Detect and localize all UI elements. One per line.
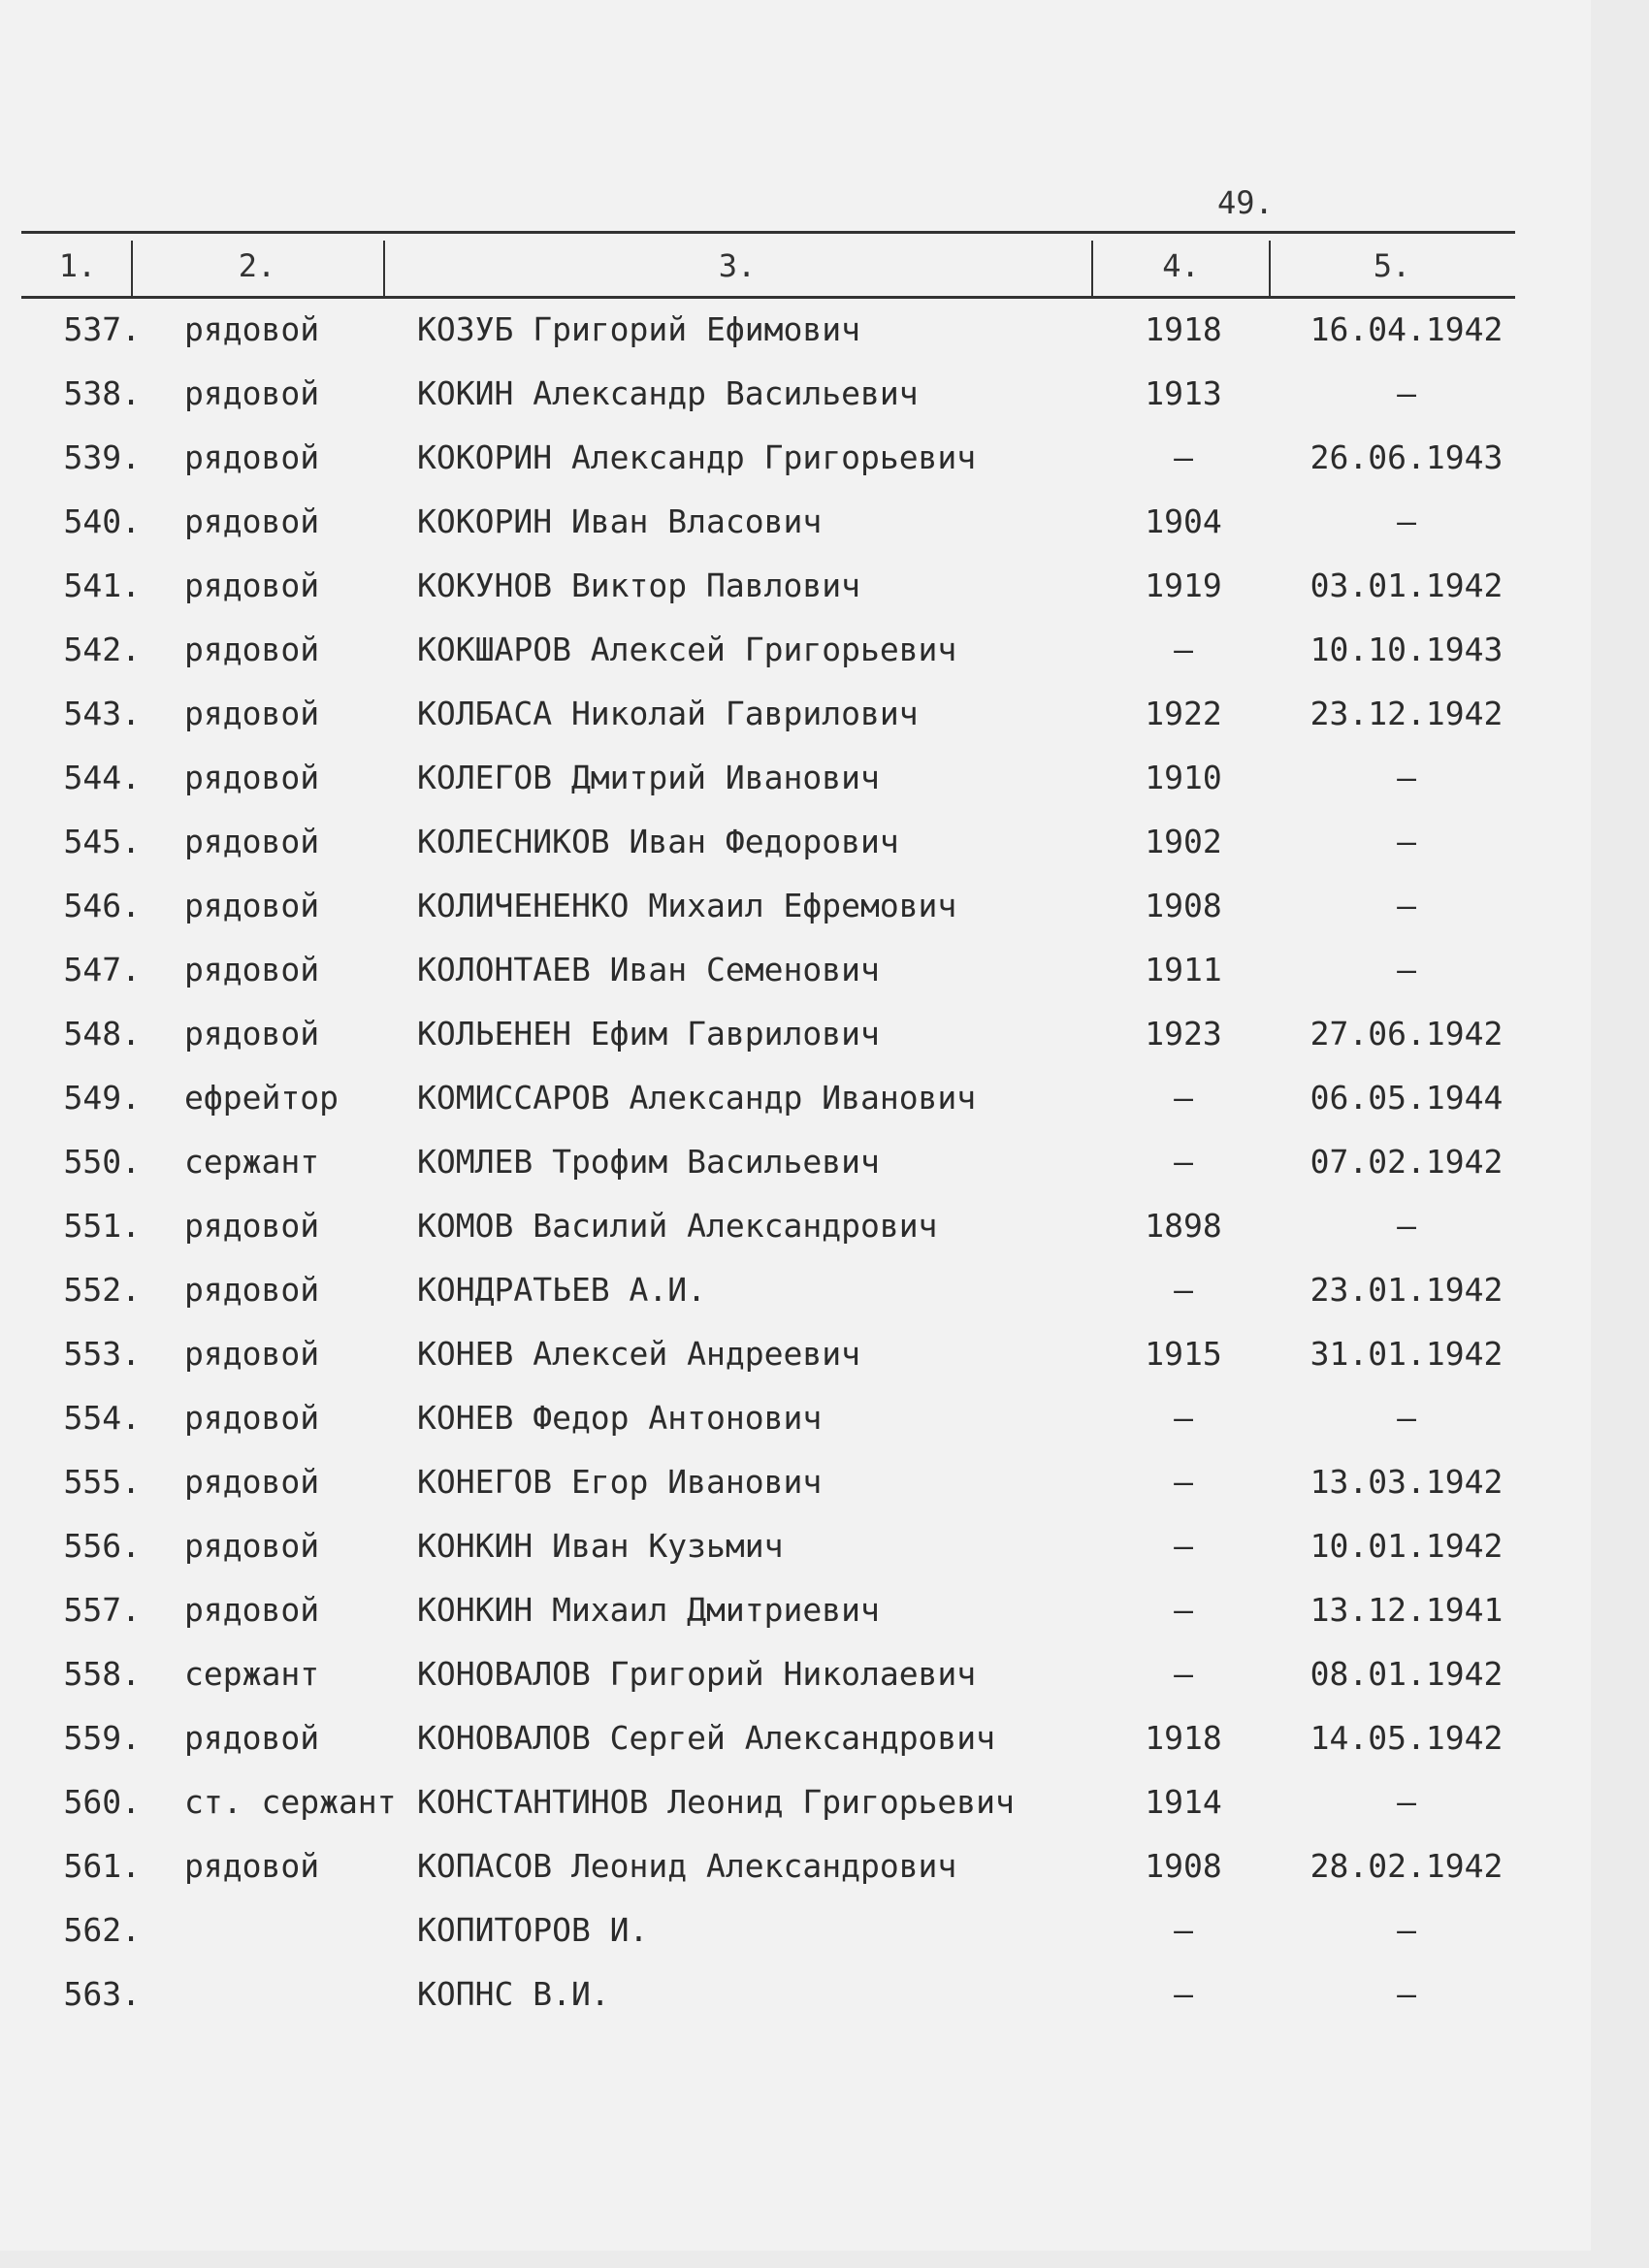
full-name: КОЛЕСНИКОВ Иван Федорович	[417, 823, 899, 860]
rank: рядовой	[184, 1015, 320, 1053]
death-date: –	[1397, 502, 1416, 540]
full-name: КОКОРИН Александр Григорьевич	[417, 438, 977, 476]
death-date: –	[1397, 1783, 1416, 1821]
row-number: 559.	[63, 1719, 141, 1757]
death-date: –	[1397, 374, 1416, 412]
page-number: 49.	[1217, 184, 1274, 221]
birth-year: –	[1174, 631, 1193, 668]
full-name: КОНЕВ Алексей Андреевич	[417, 1335, 860, 1373]
death-date: 08.01.1942	[1310, 1655, 1504, 1693]
death-date: 07.02.1942	[1310, 1143, 1504, 1181]
row-number: 548.	[63, 1015, 141, 1053]
row-number: 547.	[63, 951, 141, 988]
row-number: 560.	[63, 1783, 141, 1821]
row-number: 545.	[63, 823, 141, 860]
row-number: 542.	[63, 631, 141, 668]
rank: рядовой	[184, 631, 320, 668]
birth-year: –	[1174, 1271, 1193, 1309]
full-name: КОЛЬЕНЕН Ефим Гаврилович	[417, 1015, 880, 1053]
birth-year: 1908	[1145, 887, 1222, 924]
rank: сержант	[184, 1143, 320, 1181]
birth-year: 1914	[1145, 1783, 1222, 1821]
row-number: 544.	[63, 759, 141, 796]
death-date: –	[1397, 759, 1416, 796]
column-header-5: 5.	[1373, 247, 1411, 284]
birth-year: 1918	[1145, 1719, 1222, 1757]
table-row	[0, 695, 1591, 759]
table-row	[0, 1655, 1591, 1719]
table-row	[0, 951, 1591, 1015]
full-name: КОНЕВ Федор Антонович	[417, 1399, 823, 1437]
row-number: 550.	[63, 1143, 141, 1181]
table-row	[0, 1975, 1591, 2039]
table-row	[0, 1335, 1591, 1399]
row-number: 562.	[63, 1911, 141, 1949]
row-number: 549.	[63, 1079, 141, 1117]
full-name: КОЛОНТАЕВ Иван Семенович	[417, 951, 880, 988]
table-body	[0, 310, 1591, 2039]
table-row	[0, 823, 1591, 887]
rank: рядовой	[184, 567, 320, 604]
full-name: КОМИССАРОВ Александр Иванович	[417, 1079, 977, 1117]
birth-year: 1908	[1145, 1847, 1222, 1885]
rank: рядовой	[184, 951, 320, 988]
column-header-2: 2.	[238, 247, 276, 284]
death-date: 23.01.1942	[1310, 1271, 1504, 1309]
table-row	[0, 502, 1591, 567]
death-date: 10.10.1943	[1310, 631, 1504, 668]
death-date: 23.12.1942	[1310, 695, 1504, 732]
row-number: 553.	[63, 1335, 141, 1373]
full-name: КОЛИЧЕНЕНКО Михаил Ефремович	[417, 887, 957, 924]
rank: рядовой	[184, 1207, 320, 1245]
birth-year: –	[1174, 1463, 1193, 1501]
full-name: КОНЕГОВ Егор Иванович	[417, 1463, 823, 1501]
table-row	[0, 1207, 1591, 1271]
death-date: 03.01.1942	[1310, 567, 1504, 604]
death-date: –	[1397, 1911, 1416, 1949]
rank: рядовой	[184, 438, 320, 476]
row-number: 540.	[63, 502, 141, 540]
row-number: 555.	[63, 1463, 141, 1501]
full-name: КОНКИН Михаил Дмитриевич	[417, 1591, 880, 1629]
full-name: КОМОВ Василий Александрович	[417, 1207, 938, 1245]
table-row	[0, 567, 1591, 631]
birth-year: 1910	[1145, 759, 1222, 796]
death-date: –	[1397, 1975, 1416, 2013]
table-row	[0, 1079, 1591, 1143]
row-number: 558.	[63, 1655, 141, 1693]
row-number: 561.	[63, 1847, 141, 1885]
full-name: КОПАСОВ Леонид Александрович	[417, 1847, 957, 1885]
full-name: КОНДРАТЬЕВ А.И.	[417, 1271, 707, 1309]
full-name: КОЛЕГОВ Дмитрий Иванович	[417, 759, 880, 796]
table-row	[0, 1783, 1591, 1847]
death-date: –	[1397, 951, 1416, 988]
death-date: 31.01.1942	[1310, 1335, 1504, 1373]
birth-year: 1922	[1145, 695, 1222, 732]
rank: рядовой	[184, 1399, 320, 1437]
birth-year: –	[1174, 1527, 1193, 1565]
birth-year: –	[1174, 1399, 1193, 1437]
rank: рядовой	[184, 502, 320, 540]
table-row	[0, 1527, 1591, 1591]
birth-year: 1902	[1145, 823, 1222, 860]
death-date: –	[1397, 1207, 1416, 1245]
death-date: –	[1397, 1399, 1416, 1437]
birth-year: –	[1174, 438, 1193, 476]
death-date: 27.06.1942	[1310, 1015, 1504, 1053]
death-date: 26.06.1943	[1310, 438, 1504, 476]
row-number: 539.	[63, 438, 141, 476]
column-divider	[131, 241, 133, 297]
rank: рядовой	[184, 374, 320, 412]
birth-year: 1913	[1145, 374, 1222, 412]
full-name: КОНОВАЛОВ Сергей Александрович	[417, 1719, 996, 1757]
row-number: 552.	[63, 1271, 141, 1309]
birth-year: 1898	[1145, 1207, 1222, 1245]
row-number: 538.	[63, 374, 141, 412]
table-top-rule	[21, 231, 1515, 234]
death-date: 10.01.1942	[1310, 1527, 1504, 1565]
rank: ефрейтор	[184, 1079, 339, 1117]
rank: рядовой	[184, 1463, 320, 1501]
table-row	[0, 1911, 1591, 1975]
table-row	[0, 1015, 1591, 1079]
row-number: 554.	[63, 1399, 141, 1437]
birth-year: 1918	[1145, 310, 1222, 348]
rank: сержант	[184, 1655, 320, 1693]
column-divider	[1269, 241, 1271, 297]
death-date: –	[1397, 887, 1416, 924]
row-number: 537.	[63, 310, 141, 348]
table-row	[0, 1847, 1591, 1911]
full-name: КОКУНОВ Виктор Павлович	[417, 567, 860, 604]
full-name: КОНОВАЛОВ Григорий Николаевич	[417, 1655, 977, 1693]
column-divider	[383, 241, 385, 297]
full-name: КОКИН Александр Васильевич	[417, 374, 919, 412]
rank: рядовой	[184, 310, 320, 348]
rank: рядовой	[184, 1719, 320, 1757]
full-name: КОКОРИН Иван Власович	[417, 502, 823, 540]
table-row	[0, 310, 1591, 374]
table-header-rule	[21, 296, 1515, 299]
rank: рядовой	[184, 1591, 320, 1629]
table-row	[0, 1143, 1591, 1207]
rank: ст. сержант	[184, 1783, 397, 1821]
table-row	[0, 1591, 1591, 1655]
table-row	[0, 1271, 1591, 1335]
rank: рядовой	[184, 695, 320, 732]
rank: рядовой	[184, 1271, 320, 1309]
rank: рядовой	[184, 1335, 320, 1373]
rank: рядовой	[184, 1527, 320, 1565]
death-date: –	[1397, 823, 1416, 860]
birth-year: 1915	[1145, 1335, 1222, 1373]
row-number: 557.	[63, 1591, 141, 1629]
death-date: 13.12.1941	[1310, 1591, 1504, 1629]
row-number: 543.	[63, 695, 141, 732]
full-name: КОНСТАНТИНОВ Леонид Григорьевич	[417, 1783, 1015, 1821]
rank: рядовой	[184, 887, 320, 924]
birth-year: –	[1174, 1079, 1193, 1117]
full-name: КОКШАРОВ Алексей Григорьевич	[417, 631, 957, 668]
row-number: 563.	[63, 1975, 141, 2013]
full-name: КОПНС В.И.	[417, 1975, 610, 2013]
row-number: 556.	[63, 1527, 141, 1565]
death-date: 14.05.1942	[1310, 1719, 1504, 1757]
birth-year: 1904	[1145, 502, 1222, 540]
full-name: КОПИТОРОВ И.	[417, 1911, 649, 1949]
table-row	[0, 438, 1591, 502]
column-header-3: 3.	[718, 247, 757, 284]
row-number: 546.	[63, 887, 141, 924]
table-row	[0, 374, 1591, 438]
column-divider	[1091, 241, 1093, 297]
table-row	[0, 1463, 1591, 1527]
table-row	[0, 1399, 1591, 1463]
table-row	[0, 759, 1591, 823]
table-row	[0, 887, 1591, 951]
full-name: КОЛБАСА Николай Гаврилович	[417, 695, 919, 732]
rank: рядовой	[184, 1847, 320, 1885]
rank: рядовой	[184, 759, 320, 796]
birth-year: –	[1174, 1143, 1193, 1181]
full-name: КОМЛЕВ Трофим Васильевич	[417, 1143, 880, 1181]
death-date: 06.05.1944	[1310, 1079, 1504, 1117]
birth-year: –	[1174, 1655, 1193, 1693]
death-date: 16.04.1942	[1310, 310, 1504, 348]
full-name: КОЗУБ Григорий Ефимович	[417, 310, 860, 348]
birth-year: 1919	[1145, 567, 1222, 604]
table-row	[0, 631, 1591, 695]
column-header-1: 1.	[58, 247, 97, 284]
birth-year: –	[1174, 1591, 1193, 1629]
full-name: КОНКИН Иван Кузьмич	[417, 1527, 784, 1565]
birth-year: 1911	[1145, 951, 1222, 988]
birth-year: 1923	[1145, 1015, 1222, 1053]
row-number: 551.	[63, 1207, 141, 1245]
birth-year: –	[1174, 1975, 1193, 2013]
column-header-4: 4.	[1162, 247, 1200, 284]
table-row	[0, 1719, 1591, 1783]
birth-year: –	[1174, 1911, 1193, 1949]
rank: рядовой	[184, 823, 320, 860]
row-number: 541.	[63, 567, 141, 604]
death-date: 13.03.1942	[1310, 1463, 1504, 1501]
death-date: 28.02.1942	[1310, 1847, 1504, 1885]
